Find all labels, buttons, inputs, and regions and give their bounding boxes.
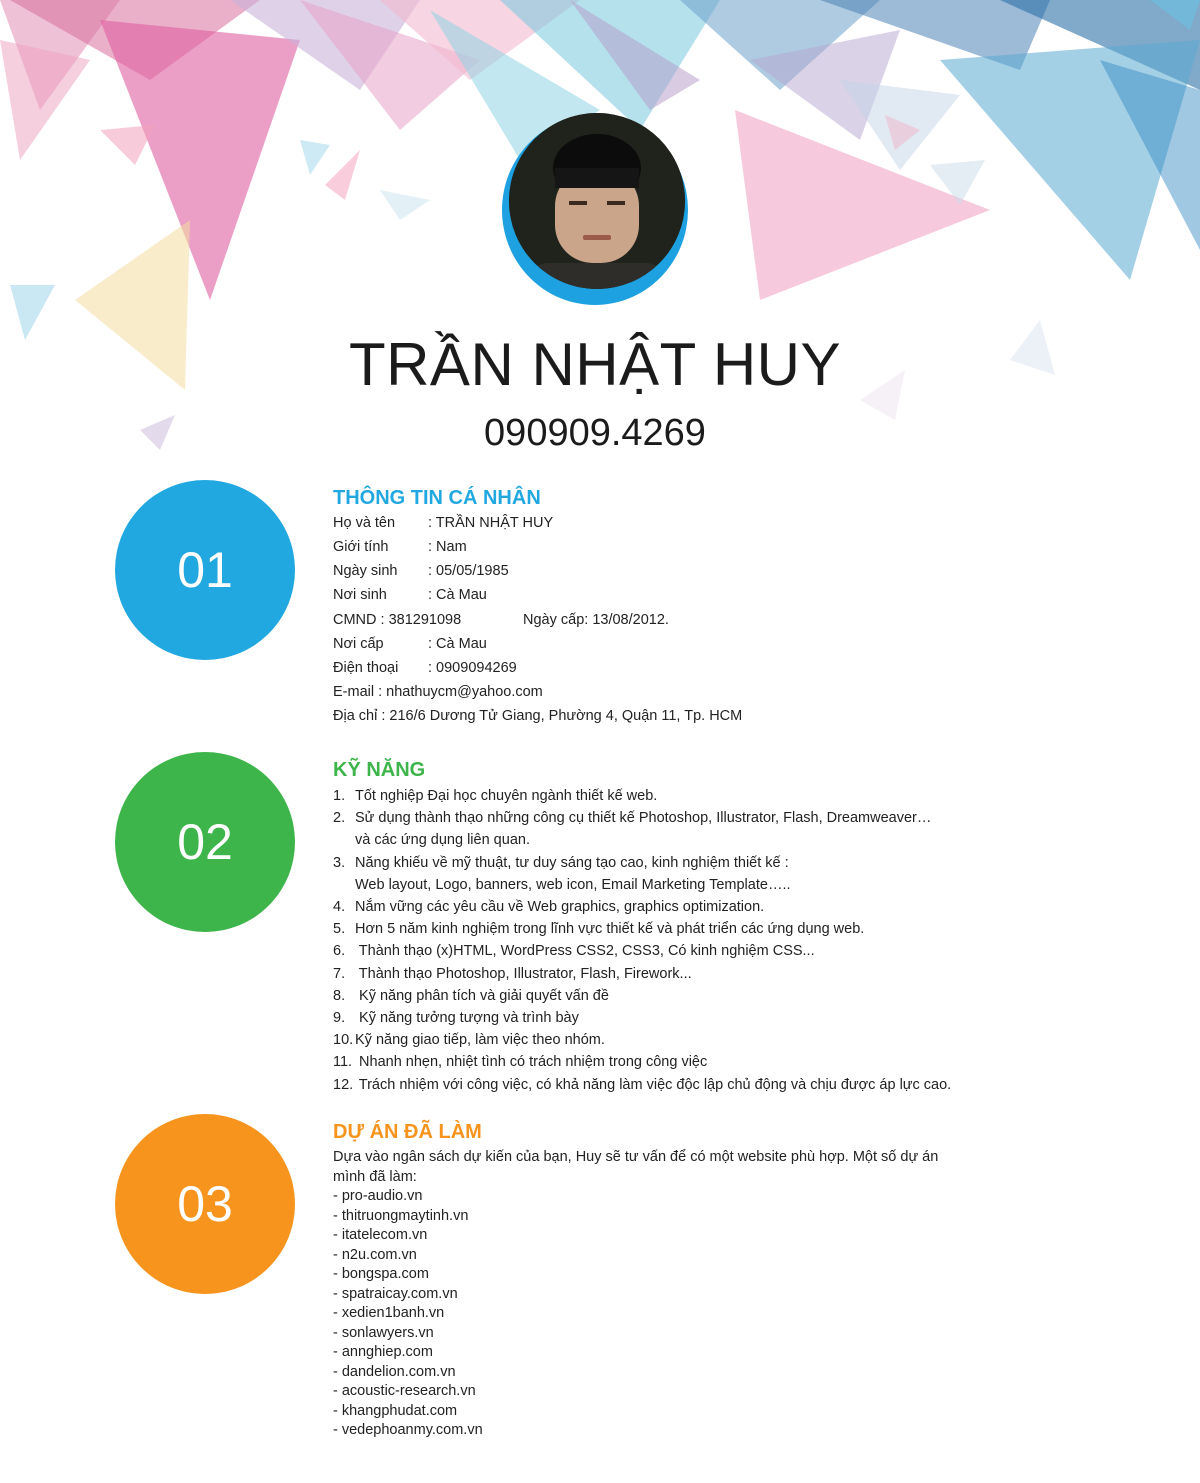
- list-item: 4. Nắm vững các yêu cầu về Web graphics, graphics optimization.: [333, 899, 765, 916]
- list-item: - khangphudat.com: [333, 1402, 458, 1419]
- info-value: : Cà Mau: [428, 587, 487, 603]
- info-value: : Cà Mau: [428, 636, 487, 652]
- list-item: 5. Hơn 5 năm kinh nghiệm trong lĩnh vực thiết kế và phát triển các ứng dụng web.: [333, 921, 865, 938]
- list-item: - sonlawyers.vn: [333, 1324, 434, 1341]
- info-label: Nơi cấp: [333, 636, 384, 652]
- list-item: - thitruongmaytinh.vn: [333, 1207, 469, 1224]
- list-item: 10. Kỹ năng giao tiếp, làm việc theo nhóm.: [333, 1032, 605, 1049]
- list-item: 1. Tốt nghiệp Đại học chuyên ngành thiết kế web.: [333, 788, 658, 804]
- info-row-birthdate: [333, 561, 509, 581]
- info-row-fullname: [333, 513, 553, 533]
- list-item: 8. Kỹ năng phân tích và giải quyết vấn đề: [333, 987, 609, 1004]
- list-item: - vedephoanmy.com.vn: [333, 1422, 483, 1438]
- info-label: Họ và tên: [333, 515, 396, 531]
- section-number-03: 03: [115, 1114, 295, 1294]
- info-issue-date: Ngày cấp: 13/08/2012.: [523, 612, 669, 628]
- info-row-cmnd: [333, 610, 669, 630]
- info-row-address: Địa chỉ : 216/6 Dương Tử Giang, Phường 4, Quận 11, Tp. HCM: [333, 708, 743, 724]
- projects-intro: Dựa vào ngân sách dự kiến của bạn, Huy sẽ tư vấn để có một website phù hợp. Một số dự án mình đã làm:: [333, 1149, 939, 1185]
- info-label: Điện thoại: [333, 660, 399, 676]
- section-title-personal-info: THÔNG TIN CÁ NHÂN: [333, 487, 541, 509]
- info-value: : 05/05/1985: [428, 563, 509, 579]
- section-title-projects: DỰ ÁN ĐÃ LÀM: [333, 1121, 482, 1143]
- list-item: - spatraicay.com.vn: [333, 1285, 458, 1302]
- section-number-01: 01: [115, 480, 295, 660]
- list-item: - pro-audio.vn: [333, 1188, 423, 1204]
- info-value: : TRẦN NHẬT HUY: [428, 515, 554, 531]
- projects-list: [333, 1187, 973, 1441]
- info-row-issue-place: [333, 634, 487, 654]
- info-row-gender: [333, 537, 467, 557]
- candidate-name: TRẦN NHẬT HUY: [348, 331, 842, 398]
- info-value: : 0909094269: [428, 660, 517, 676]
- info-label: Nơi sinh: [333, 587, 387, 603]
- list-item: 7. Thành thạo Photoshop, Illustrator, Flash, Firework...: [333, 965, 692, 982]
- info-row-email: E-mail : nhathuycm@yahoo.com: [333, 684, 543, 700]
- list-item: 9. Kỹ năng tưởng tượng và trình bày: [333, 1010, 579, 1027]
- list-item: 6. Thành thạo (x)HTML, WordPress CSS2, CSS3, Có kinh nghiệm CSS...: [333, 943, 815, 960]
- list-item: - itatelecom.vn: [333, 1227, 428, 1243]
- info-label: Ngày sinh: [333, 563, 398, 579]
- list-item: - annghiep.com: [333, 1344, 433, 1360]
- section-title-skills: KỸ NĂNG: [333, 759, 426, 781]
- list-item: - xedien1banh.vn: [333, 1305, 445, 1321]
- list-item: 3. Năng khiếu về mỹ thuật, tư duy sáng tạo cao, kinh nghiệm thiết kế : Web layout, Logo, banners, web icon, Email Marketing Template…..: [333, 854, 791, 893]
- list-item: - dandelion.com.vn: [333, 1363, 456, 1380]
- info-row-phone: [333, 658, 517, 678]
- section-number-02: 02: [115, 752, 295, 932]
- list-item: 12. Trách nhiệm với công việc, có khả năng làm việc độc lập chủ động và chịu được áp lực cao.: [333, 1076, 952, 1093]
- candidate-phone: 090909.4269: [484, 412, 706, 454]
- list-item: - acoustic-research.vn: [333, 1383, 476, 1399]
- info-row-birthplace: [333, 585, 487, 605]
- info-cmnd: CMND : 381291098: [333, 612, 462, 628]
- info-value: : Nam: [428, 539, 467, 555]
- list-item: 2. Sử dụng thành thạo những công cụ thiết kế Photoshop, Illustrator, Flash, Dreamweaver… và các ứng dụng liên quan.: [333, 810, 932, 849]
- list-item: 11. Nhanh nhẹn, nhiệt tình có trách nhiệm trong công việc: [333, 1054, 708, 1071]
- skills-list: [333, 785, 951, 1096]
- info-label: Giới tính: [333, 539, 389, 555]
- projects-block: [333, 1148, 973, 1441]
- list-item: - bongspa.com: [333, 1266, 429, 1282]
- list-item: - n2u.com.vn: [333, 1246, 417, 1263]
- avatar: [509, 113, 685, 289]
